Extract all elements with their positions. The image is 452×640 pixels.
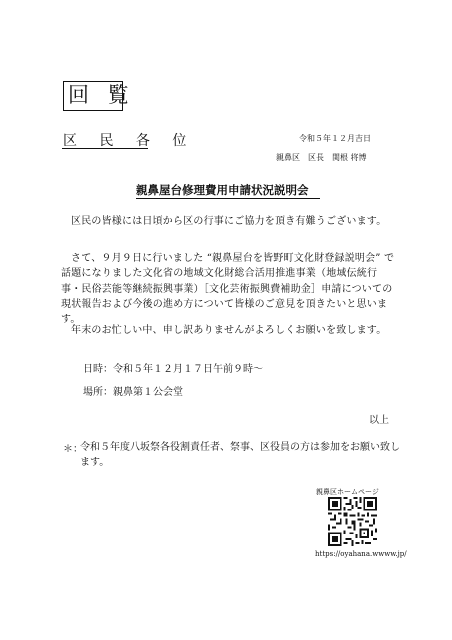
recipients-underline (62, 148, 148, 149)
body-paragraph-main: さて、９月９日に行いました “親鼻屋台を皆野町文化財登録説明会” で話題になりました文化省の地域文化財総合活用推進事業（地域伝統行事・民俗芸能等継続振興事業）［文化芸術振興費補助金］申請についての現状報告および今後の進め方について皆様のご意見を頂きたいと思います。 (61, 253, 395, 326)
title-underline (136, 198, 320, 199)
meeting-datetime: 日時：令和５年１２月１７日午前９時～ (83, 364, 263, 375)
homepage-url: https://oyahana.wwww.jp/ (315, 550, 407, 558)
body-paragraph-greeting: 区民の皆様には日頃から区の行事にご協力を頂き有難うございます。 (71, 216, 387, 227)
sender-name: 親鼻区 区長 関根 将博 (276, 153, 367, 162)
issue-date: 令和５年１２月吉日 (299, 134, 371, 143)
body-paragraph-request: 年末のお忙しい中、申し訳ありませんがよろしくお願いを致します。 (71, 325, 387, 336)
homepage-label: 親鼻区ホームページ (316, 488, 379, 496)
circulation-stamp: 回 覧 (63, 81, 123, 111)
qr-code-icon (328, 497, 377, 546)
document-title: 親鼻屋台修理費用申請状況説明会 (136, 183, 309, 197)
note-marker: ＊： (63, 444, 83, 455)
meeting-place: 場所：親鼻第１公会堂 (83, 387, 183, 398)
recipients-heading: 区 民 各 位 (63, 133, 196, 149)
note-text: 令和５年度八坂祭各役割責任者、祭事、区役員の方は参加をお願い致します。 (80, 442, 400, 469)
closing-word: 以上 (369, 415, 389, 426)
